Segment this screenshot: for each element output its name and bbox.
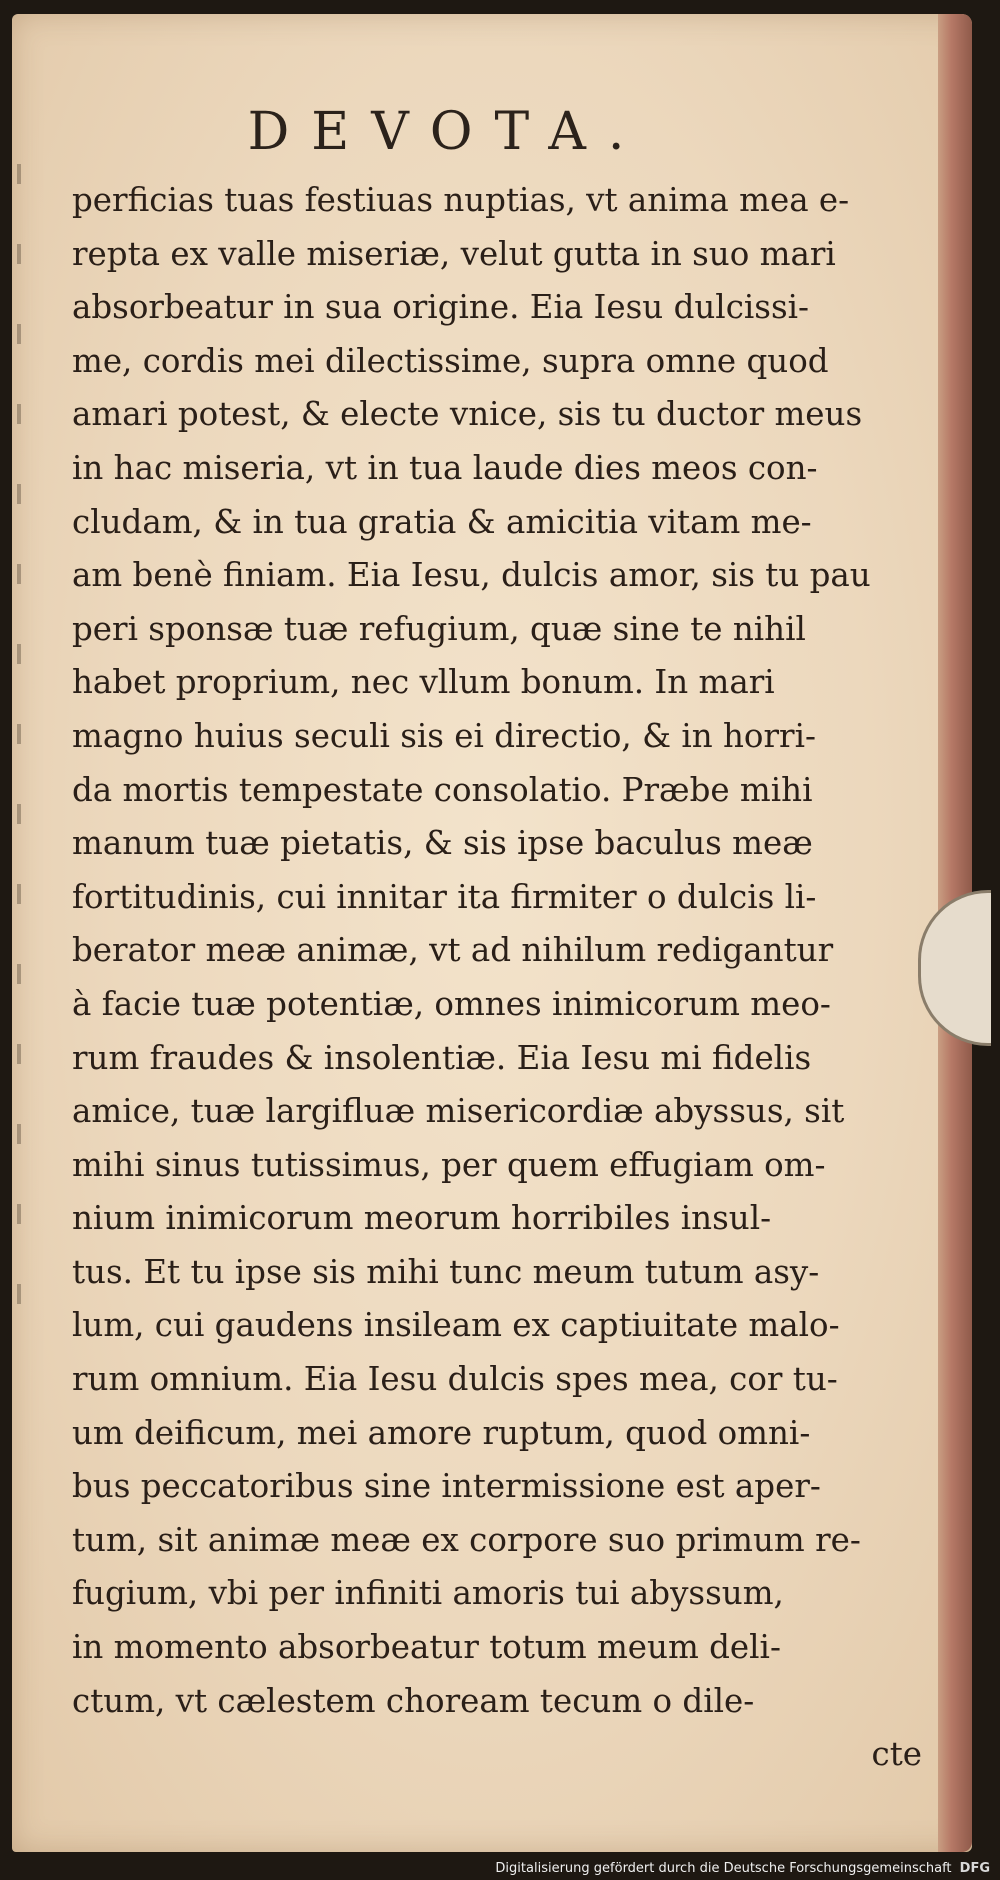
text-line: me, cordis mei dilectissime, supra omne quod: [72, 341, 829, 380]
text-line: nium inimicorum meorum horribiles insul-: [72, 1199, 772, 1238]
text-line: lum, cui gaudens insileam ex captiuitate malo-: [72, 1306, 840, 1345]
text-line: peri sponsæ tuæ refugium, quæ sine te nihil: [72, 609, 806, 648]
text-line: ctum, vt cælestem choream tecum o dile-: [72, 1681, 755, 1720]
text-line: tus. Et tu ipse sis mihi tunc meum tutum asy-: [72, 1252, 820, 1291]
text-line: perficias tuas festiuas nuptias, vt anima mea e-: [72, 181, 850, 219]
text-line: in momento absorbeatur totum meum deli-: [72, 1628, 781, 1667]
catchword: cte: [871, 1735, 922, 1774]
text-line: manum tuæ pietatis, & sis ipse baculus meæ: [72, 824, 813, 863]
page-body: [72, 174, 932, 1782]
text-line: am benè finiam. Eia Iesu, dulcis amor, sis tu pau: [72, 556, 871, 595]
text-line: um deificum, mei amore ruptum, quod omni-: [72, 1413, 811, 1452]
text-line: in hac miseria, vt in tua laude dies meos con-: [72, 448, 818, 487]
text-line: repta ex valle miseriæ, velut gutta in suo mari: [72, 234, 836, 273]
text-line: fugium, vbi per infiniti amoris tui abyssum,: [72, 1574, 784, 1613]
text-line: fortitudinis, cui innitar ita firmiter o dulcis li-: [72, 877, 817, 916]
binding-marks: [12, 164, 26, 1364]
running-head: DEVOTA.: [247, 102, 647, 162]
text-line: magno huius seculi sis ei directio, & in horri-: [72, 716, 816, 755]
text-line: habet proprium, nec vllum bonum. In mari: [72, 663, 775, 702]
book-page: [12, 14, 972, 1852]
text-line: bus peccatoribus sine intermissione est aper-: [72, 1467, 821, 1506]
text-line: berator meæ animæ, vt ad nihilum redigantur: [72, 931, 834, 970]
credit-text: Digitalisierung gefördert durch die Deutsche Forschungsgemeinschaft: [495, 1861, 952, 1876]
text-line: amice, tuæ largifluæ misericordiæ abyssus, sit: [72, 1092, 845, 1131]
text-line: à facie tuæ potentiæ, omnes inimicorum meo-: [72, 984, 831, 1023]
text-line: absorbeatur in sua origine. Eia Iesu dulcissi-: [72, 288, 810, 327]
text-line: mihi sinus tutissimus, per quem effugiam om-: [72, 1145, 826, 1184]
text-line: rum omnium. Eia Iesu dulcis spes mea, cor tu-: [72, 1360, 838, 1399]
text-line: amari potest, & electe vnice, sis tu ductor meus: [72, 395, 863, 434]
text-line: rum fraudes & insolentiæ. Eia Iesu mi fidelis: [72, 1038, 812, 1077]
text-line: cludam, & in tua gratia & amicitia vitam me-: [72, 502, 812, 541]
text-line: tum, sit animæ meæ ex corpore suo primum re-: [72, 1520, 861, 1559]
dfg-logo-badge: DFG: [959, 1861, 990, 1876]
digitization-credit: [491, 1861, 994, 1876]
text-line: da mortis tempestate consolatio. Præbe mihi: [72, 770, 813, 809]
